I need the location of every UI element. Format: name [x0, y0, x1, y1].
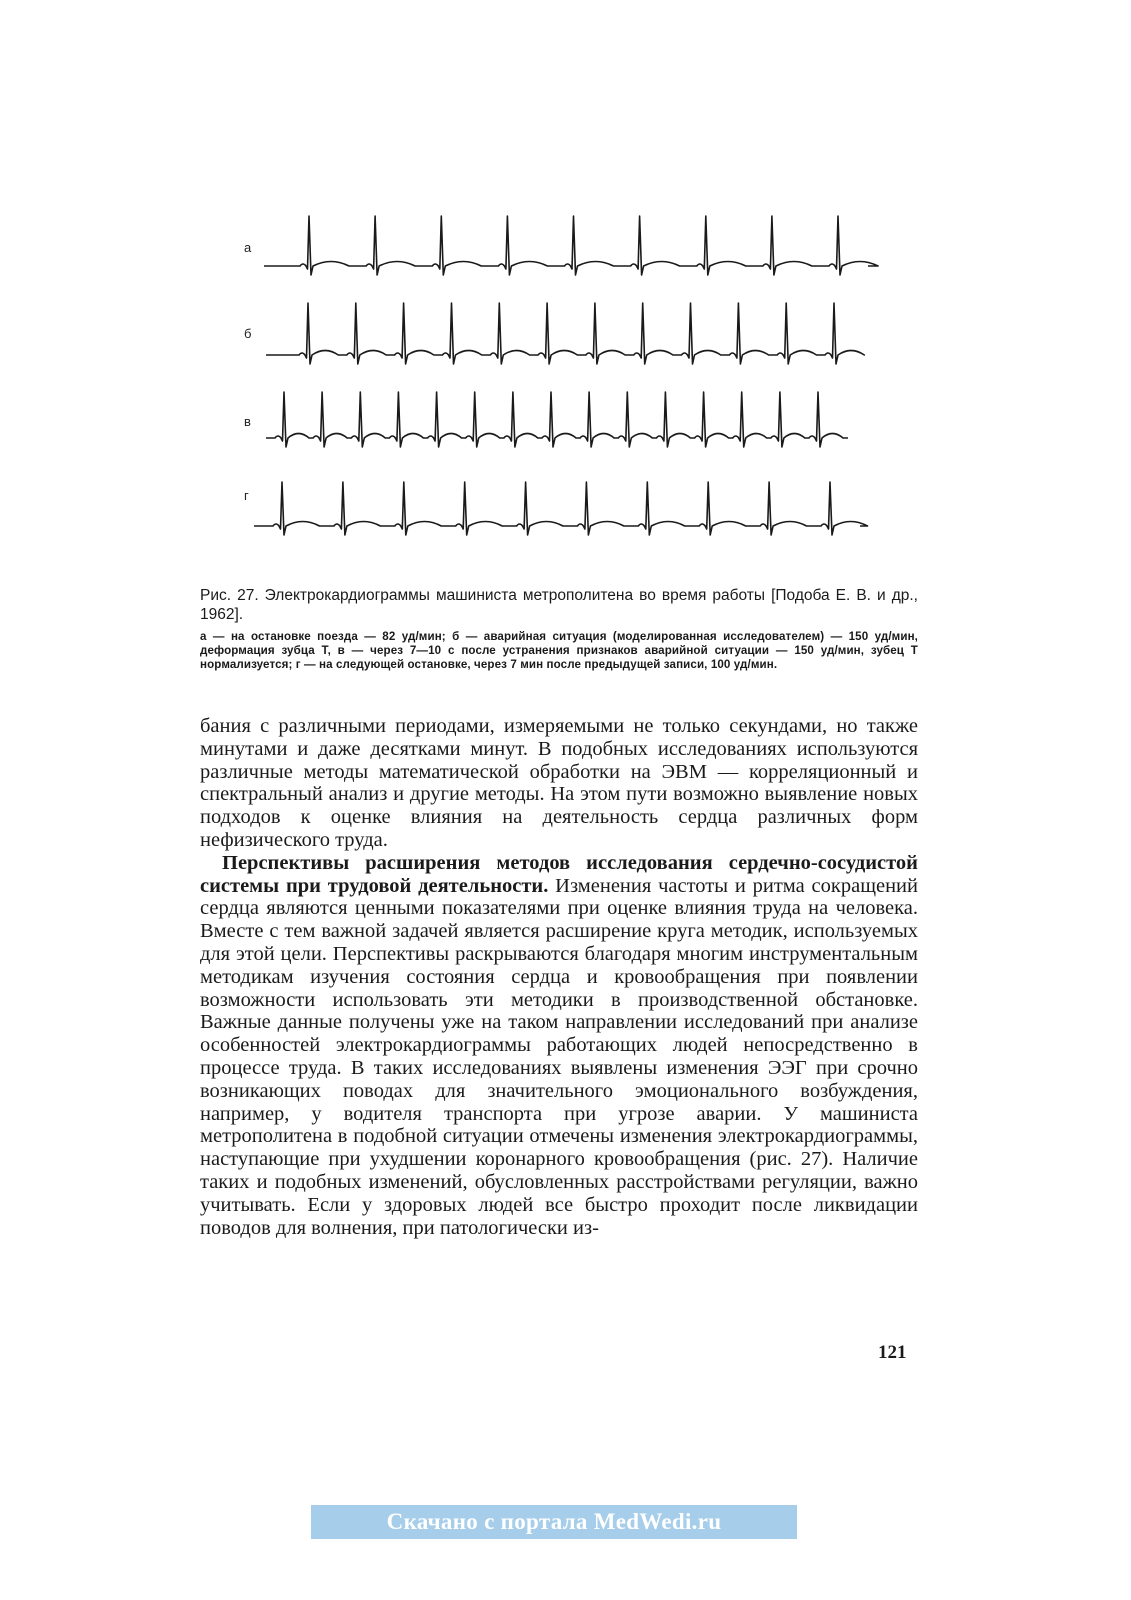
download-watermark[interactable]: Скачано с портала MedWedi.ru — [311, 1505, 797, 1539]
caption-legend: а — на остановке поезда — 82 уд/мин; б — аварийная ситуация (моделированная исследователем) — 150 уд/мин, деформация зубца Т, в — через 7—10 с после устранения признаков аварийной ситуации — 150 уд/мин, зубец Т нормализуется; г — на следующей остановке, через 7 мин после предыдущей записи, 100 уд/мин. — [200, 630, 918, 672]
body-text — [200, 715, 918, 1239]
ecg-trace-г — [254, 482, 868, 535]
ecg-figure — [236, 200, 886, 570]
ecg-trace-б — [266, 303, 864, 364]
ecg-trace-в — [266, 392, 848, 447]
caption-title: Рис. 27. Электрокардиограммы машиниста метрополитена во время работы [Подоба Е. В. и др., 1962]. — [200, 587, 918, 623]
ecg-trace-а — [264, 216, 878, 275]
paragraph: бания с различными периодами, измеряемыми не только секундами, но также минутами и даже десятками минут. В подобных исследованиях используются различные методы математической обработки на ЭВМ — корреляционный и спектральный анализ и другие методы. На этом пути возможно выявление новых подходов к оценке влияния на деятельность сердца различных форм нефизического труда. — [200, 715, 918, 851]
trace-label: в — [244, 414, 251, 429]
paragraph — [200, 852, 918, 1240]
trace-label: б — [244, 326, 252, 341]
paragraph-text: Изменения частоты и ритма сокращений сердца являются ценными показателями при оценке влияния труда на человека. Вместе с тем важной задачей является расширение круга методик, используемых для этой цели. Перспективы раскрываются благодаря многим инструментальным методикам изучения состояния сердца и кровообращения при появлении возможности использовать эти методики в производственной обстановке. Важные данные получены уже на таком направлении исследований при анализе особенностей электрокардиограммы работающих людей непосредственно в процессе труда. В таких исследованиях выявлены изменения ЭЭГ при срочно возникающих поводах для значительного эмоционального возбуждения, например, у водителя транспорта при угрозе аварии. У машиниста метрополитена в подобной ситуации отмечены изменения электрокардиограммы, наступающие при ухудшении коронарного кровообращения (рис. 27). Наличие таких и подобных изменений, обусловленных расстройствами регуляции, важно учитывать. Если у здоровых людей все быстро проходит после ликвидации поводов для волнения, при патологически из- — [200, 874, 918, 1239]
ecg-traces — [236, 200, 886, 570]
section-run-in-heading: Перспективы расширения методов исследования сердечно-сосудистой системы при трудовой деятельности. — [200, 851, 918, 897]
trace-label: а — [244, 240, 252, 255]
page-number: 121 — [878, 1342, 907, 1363]
trace-label: г — [244, 488, 249, 503]
figure-caption — [200, 586, 918, 673]
